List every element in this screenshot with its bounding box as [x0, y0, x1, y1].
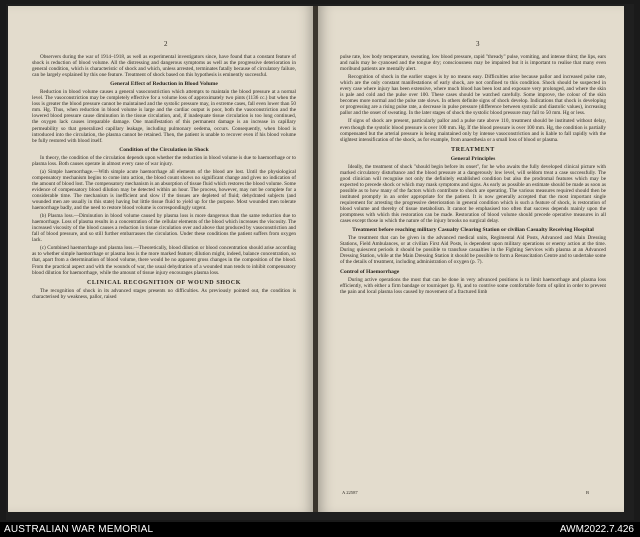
left-text-column	[32, 54, 296, 302]
section-heading: General Effect of Reduction in Blood Volume	[110, 81, 218, 88]
paragraph: (c) Combined haemorrhage and plasma loss.—Theoretically, blood dilution or blood concentration should arise according as to whether simple haemorrhage or plasma loss is the more marked feature; dilution might, indeed, balance concentration, so that, apart from a determination of blood volume, there would be no apparent gross changes in the composition of the blood. From the practical aspect and with the wounds of war, the usual dehydration of a wounded man tends to inhibit compensatory blood dilution for haemorrhage, while the amount of tissue injury encourages plasma loss.	[32, 245, 296, 276]
accession-number: AWM2022.7.426	[559, 524, 634, 535]
caption-bar	[0, 522, 640, 537]
institution-name: AUSTRALIAN WAR MEMORIAL	[4, 524, 154, 535]
paragraph: In theory, the condition of the circulation depends upon whether the reduction in blood volume is due to haemorrhage or to plasma loss. Both causes operate in almost every case of war injury.	[32, 154, 296, 167]
paragraph: pulse rate, low body temperature, sweating, low blood pressure, rapid "thready" pulse, vomiting, and intense thirst; the lips, ears and nails may be cyanosed and the tongue dry; consciousness may be impaired but it is important to realise that many even moribund patients are mentally alert.	[340, 54, 606, 73]
page-number: 2	[164, 40, 168, 48]
paragraph: Observers during the war of 1914–1918, as well as experimental investigators since, have found that a constant feature of shock is reduction of blood volume. All the distressing and dangerous symptoms as well as the progressive deterioration in general condition, which is characteristic of shock and which, unless arrested, terminates fatally because of circulatory failure, can be largely explained by this one feature. Treatment of shock based on this hypothesis is eminently successful.	[32, 54, 296, 79]
paragraph: The treatment that can be given in the advanced medical units, Regimental Aid Posts, Advanced and Main Dressing Stations, Field Ambulances, or at civilian First Aid Posts, is dependent upon military operations or enemy action at the time. During quiescent periods it should be possible to transfuse casualties in the Fighting Services with plasma at an Advanced Dressing Station, while at the Main Dressing Station it should be possible to form a Resuscitation Centre and to undertake some of the details of treatment, including administration of oxygen (p. 7).	[340, 235, 606, 266]
page-number: 3	[476, 40, 480, 48]
section-heading: Treatment before reaching military Casualty Clearing Station or civilian Casualty Receiving Hospital	[352, 227, 594, 234]
paragraph: Reduction in blood volume causes a general vasoconstriction which attempts to maintain the blood pressure at a normal level. The vasoconstriction may be completely effective for a volume loss of approximately two pints (1136 cc.) but when the loss is greater the blood pressure cannot be maintained and the systolic pressure may, in extreme cases, fall even lower than 50 mm. Hg. Thus, when reduction in blood volume is large and the cardiac output is poor, both the vasoconstriction and the lowered blood pressure cause diminution in the tissue circulation, and, if inadequate tissue circulation is too long continued, the oxygen lack causes irreparable damage. One manifestation of this permanent damage is an increase in capillary permeability so that generalized capillary leakage, including pulmonary oedema, occurs. Consequently, when blood is introduced into the circulation, the plasma cannot be retained. Then, the patient is unable to recover even if his blood volume be fully restored with blood itself.	[32, 89, 296, 144]
right-page	[318, 6, 624, 512]
paragraph: (a) Simple haemorrhage.—With simple acute haemorrhage all elements of the blood are lost. Until the physiological compensatory mechanism begins to come into action, the blood count shows no significant change and gives no indication of the amount of blood lost. The compensatory mechanism is an absorption of tissue fluid which restores the blood volume. Some evidence of compensatory blood dilution may be detected within an hour. The process, however, may not be complete for a considerable time. The mechanism is inefficient and slow if the tissues are depleted of fluid; dehydrated subjects (and wounded men are usually in this state) having but little tissue fluid to yield up for the purpose. Most wounded men tolerate haemorrhage badly, and the need to restore blood volume is correspondingly urgent.	[32, 168, 296, 212]
paragraph: Recognition of shock in the earlier stages is by no means easy. Difficulties arise because pallor and increased pulse rate, which are the only constant manifestations of early shock, are not confined to this condition. Shock should be suspected in every case where injury has been extensive, where much blood has been lost and exposure very prolonged, and where the skin is pale and cold and the pulse over 100. These cases should be watched carefully. Some improve, the colour of the skin becomes more normal and the pulse rate slows. In others definite signs of shock develop. Indications that shock is developing or progressing are a rising pulse rate, a decrease in pulse pressure (difference between systolic and diastolic values), increasing pallor and the onset of sweating. In the later stages of shock the systolic blood pressure may fall to 50 mm. Hg or less.	[340, 74, 606, 117]
section-heading: Control of Haemorrhage	[340, 268, 400, 275]
paragraph: During active operations the most that can be done in very advanced positions is to limit haemorrhage and plasma loss efficiently, with either a firm bandage or tourniquet (p. 8), and to contrive some comfortable form of splint in order to prevent the pain and local plasma loss caused by movement of a fractured limb	[340, 276, 606, 295]
paragraph: Ideally, the treatment of shock "should begin before its onset", for he who awaits the fully developed clinical picture with marked circulatory disturbance and the blood pressure at a dangerously low level, will seldom treat a case successfully. The good clinician will recognise not only the definitely established condition but also the prodromal features which may be expected to precede shock or which may mask symptoms and signs. As early as possible an estimate should be made as soon as possible as to how many of the factors which contribute to shock are operating. The various measures required should then be instituted promptly in an order appropriate for the patient. It is now generally accepted that the most important single requirement for arresting the progressive deterioration in general condition which is such a feature of shock, is restoration of blood volume and thereby of tissue metabolism. It cannot be emphasised too often that success depends mainly upon the promptness with which this restoration can be made. Restoration of blood volume should precede operative measures in all cases except those in which the nature of the injury brooks no surgical delay.	[340, 163, 606, 225]
printer-code: A 22587	[342, 490, 358, 495]
left-page	[8, 6, 314, 512]
signature-mark: B	[586, 490, 590, 495]
paragraph: The recognition of shock in its advanced stages presents no difficulties. As previously pointed out, the condition is characterised by weakness, pallor, raised	[32, 287, 296, 300]
section-heading: General Principles	[450, 155, 496, 162]
section-heading: Condition of the Circulation in Shock	[119, 146, 209, 153]
chapter-heading: CLINICAL RECOGNITION OF WOUND SHOCK	[86, 279, 242, 286]
chapter-heading: TREATMENT	[451, 146, 495, 153]
paragraph: (b) Plasma loss.—Diminution in blood volume caused by plasma loss is more dangerous than the same reduction due to haemorrhage. Loss of plasma results in a concentration of the cellular elements of the blood which increases the viscosity. The increased viscosity of the blood causes a reduction in tissue circulation over and above that produced by vasoconstriction and fall of blood pressure, and so still further embarrasses the circulation. Under these conditions the patient suffers from oxygen lack.	[32, 213, 296, 244]
paragraph: If signs of shock are present, particularly pallor and a pulse rate above 110, treatment should be instituted without delay, even though the systolic blood pressure is over 100 mm. Hg. If the blood pressure is over 100 mm. Hg, the condition is partially compensated but the arterial pressure is being maintained only by intense vasoconstriction and is liable to fall rapidly with the slightest intensification of the shock, as for example, from anaesthesia or a small loss of blood or plasma.	[340, 118, 606, 143]
right-text-column	[340, 54, 606, 297]
